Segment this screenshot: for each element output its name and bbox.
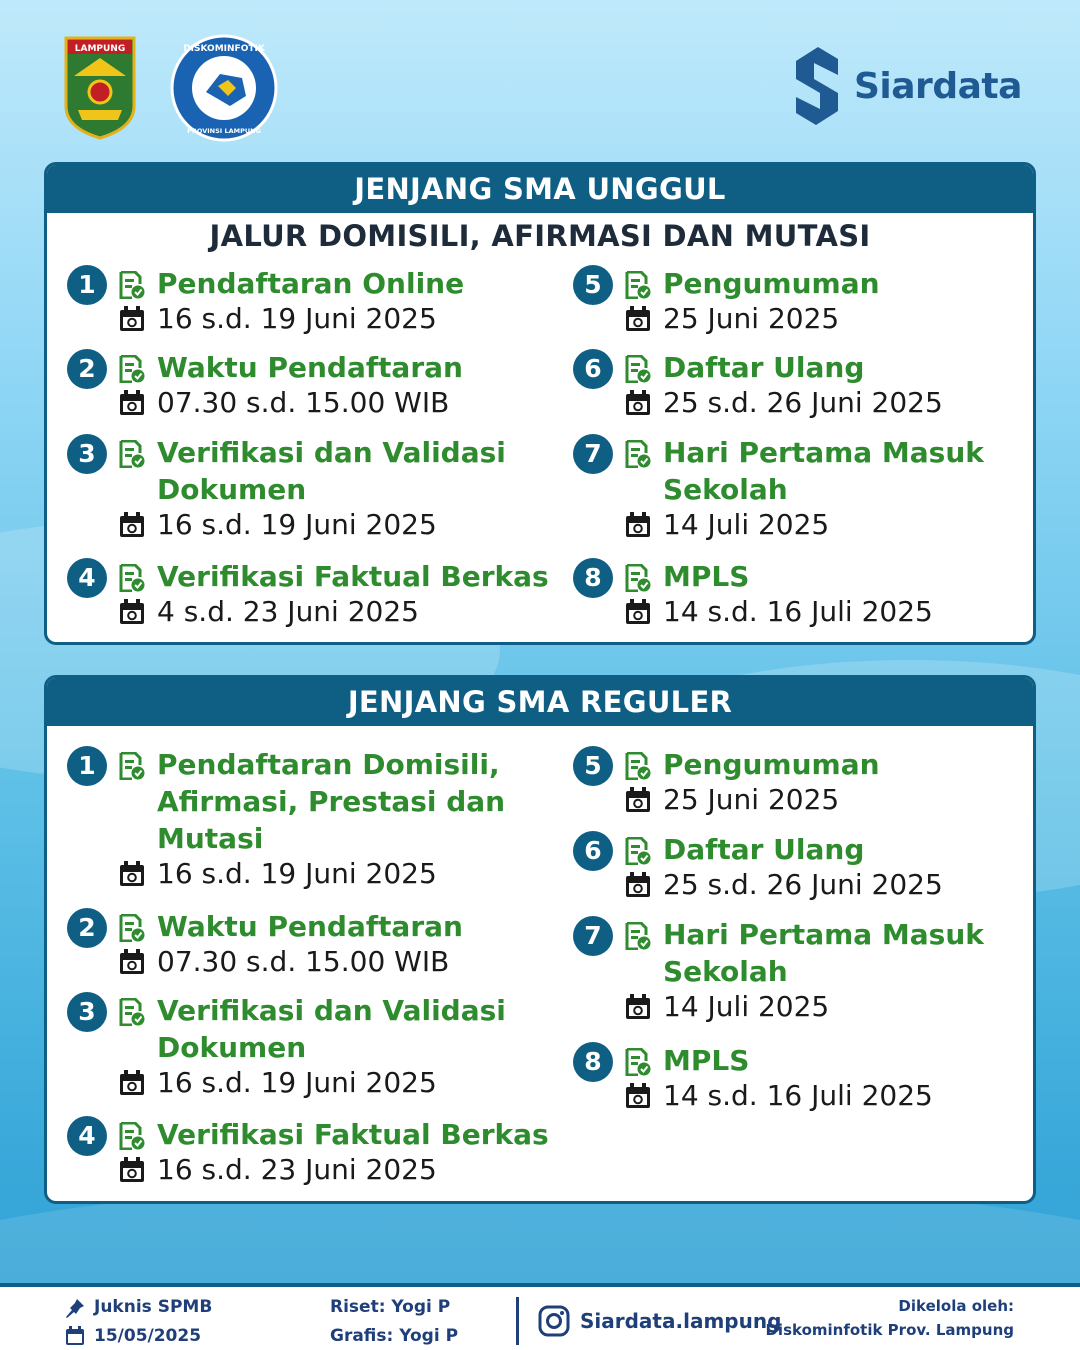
- logo-mid-top-text: DISKOMINFOTIK: [183, 44, 265, 54]
- step-number-badge: 2: [67, 349, 107, 389]
- step-title-line: MPLS: [663, 1044, 750, 1077]
- footer-bar: [0, 1283, 1080, 1350]
- step-date: 4 s.d. 23 Juni 2025: [157, 595, 419, 628]
- step-date: 14 Juli 2025: [663, 990, 830, 1023]
- calendar-icon: [625, 1083, 651, 1109]
- step-title-line: Verifikasi Faktual Berkas: [157, 1118, 549, 1151]
- step-title: [663, 265, 880, 302]
- step-date: 25 Juni 2025: [663, 302, 840, 335]
- card-title: JENJANG SMA REGULER: [47, 678, 1033, 726]
- step-title-line: Hari Pertama Masuk: [663, 918, 984, 951]
- step-title: [157, 558, 549, 595]
- step-date: 25 s.d. 26 Juni 2025: [663, 386, 943, 419]
- step-date: 07.30 s.d. 15.00 WIB: [157, 386, 450, 419]
- step-title: [157, 908, 463, 945]
- document-check-icon: [119, 564, 145, 592]
- step-number-badge: 4: [67, 1116, 107, 1156]
- step-title: [157, 992, 506, 1066]
- pin-icon: [64, 1297, 86, 1319]
- step-title: [157, 434, 506, 508]
- step-title: [663, 746, 880, 783]
- step-title-line: Mutasi: [157, 822, 264, 855]
- step-title-line: Pendaftaran Online: [157, 267, 465, 300]
- calendar-icon: [119, 512, 145, 538]
- step-number-badge: 4: [67, 558, 107, 598]
- step-title-line: Verifikasi dan Validasi: [157, 436, 506, 469]
- managed-by: Diskominfotik Prov. Lampung: [765, 1321, 1014, 1339]
- footer-date: 15/05/2025: [94, 1326, 202, 1346]
- calendar-icon: [119, 390, 145, 416]
- instagram-handle[interactable]: Siardata.lampung: [580, 1309, 782, 1333]
- card-title: JENJANG SMA UNGGUL: [47, 165, 1033, 213]
- document-check-icon: [625, 752, 651, 780]
- managed-label: Dikelola oleh:: [898, 1297, 1014, 1315]
- step-date: 14 s.d. 16 Juli 2025: [663, 1079, 933, 1112]
- step-number-badge: 1: [67, 746, 107, 786]
- calendar-icon: [625, 994, 651, 1020]
- document-check-icon: [119, 355, 145, 383]
- document-check-icon: [625, 271, 651, 299]
- step-title: [663, 434, 984, 508]
- instagram-icon: [538, 1305, 570, 1337]
- step-date: 16 s.d. 23 Juni 2025: [157, 1153, 437, 1186]
- document-check-icon: [625, 837, 651, 865]
- step-date: 16 s.d. 19 Juni 2025: [157, 1066, 437, 1099]
- step-title: [157, 1116, 549, 1153]
- schedule-list: [47, 726, 1033, 1202]
- step-title-line: Pengumuman: [663, 748, 880, 781]
- lampung-province-logo: [64, 36, 136, 140]
- calendar-icon: [119, 861, 145, 887]
- step-title: [157, 349, 463, 386]
- step-number-badge: 8: [573, 558, 613, 598]
- step-title: [157, 265, 464, 302]
- step-title: [663, 916, 984, 990]
- document-check-icon: [625, 922, 651, 950]
- calendar-icon: [625, 512, 651, 538]
- card-subtitle: JALUR DOMISILI, AFIRMASI DAN MUTASI: [209, 219, 871, 253]
- siardata-brand: [792, 44, 1022, 128]
- calendar-icon: [119, 599, 145, 625]
- step-date: 25 Juni 2025: [663, 783, 840, 816]
- step-date: 14 s.d. 16 Juli 2025: [663, 595, 933, 628]
- step-number-badge: 7: [573, 916, 613, 956]
- step-title: [663, 349, 864, 386]
- calendar-icon: [625, 390, 651, 416]
- step-title: [663, 558, 749, 595]
- document-check-icon: [119, 998, 145, 1026]
- step-title-line: Daftar Ulang: [663, 351, 865, 384]
- step-date: 16 s.d. 19 Juni 2025: [157, 857, 437, 890]
- document-check-icon: [625, 440, 651, 468]
- document-check-icon: [119, 1122, 145, 1150]
- step-date: 25 s.d. 26 Juni 2025: [663, 868, 943, 901]
- step-number-badge: 6: [573, 831, 613, 871]
- document-check-icon: [625, 1048, 651, 1076]
- step-title-line: Verifikasi Faktual Berkas: [157, 560, 549, 593]
- step-number-badge: 2: [67, 908, 107, 948]
- step-title-line: Pengumuman: [663, 267, 880, 300]
- step-title-line: Waktu Pendaftaran: [157, 910, 463, 943]
- step-date: 16 s.d. 19 Juni 2025: [157, 508, 437, 541]
- step-title-line: Hari Pertama Masuk: [663, 436, 984, 469]
- calendar-icon: [119, 306, 145, 332]
- step-title-line: MPLS: [663, 560, 750, 593]
- card-sma-reguler: [44, 675, 1036, 1204]
- diskominfotik-logo: [170, 34, 278, 142]
- step-title-line: Dokumen: [157, 473, 307, 506]
- step-title-line: Sekolah: [663, 473, 788, 506]
- step-title: [157, 746, 505, 857]
- footer-source: Juknis SPMB: [94, 1297, 213, 1317]
- calendar-icon: [119, 949, 145, 975]
- calendar-icon: [625, 599, 651, 625]
- logo-mid-bottom-text: PROVINSI LAMPUNG: [187, 127, 261, 135]
- step-title-line: Sekolah: [663, 955, 788, 988]
- calendar-icon: [625, 306, 651, 332]
- step-date: 16 s.d. 19 Juni 2025: [157, 302, 437, 335]
- document-check-icon: [119, 271, 145, 299]
- calendar-icon: [64, 1325, 86, 1347]
- step-date: 07.30 s.d. 15.00 WIB: [157, 945, 450, 978]
- calendar-icon: [119, 1157, 145, 1183]
- logo-left-text: LAMPUNG: [74, 44, 126, 54]
- siardata-logo-icon: [792, 45, 842, 127]
- step-number-badge: 6: [573, 349, 613, 389]
- calendar-icon: [119, 1070, 145, 1096]
- calendar-icon: [625, 872, 651, 898]
- step-number-badge: 1: [67, 265, 107, 305]
- step-number-badge: 5: [573, 746, 613, 786]
- step-title: [663, 1042, 749, 1079]
- step-title-line: Dokumen: [157, 1031, 307, 1064]
- step-title-line: Waktu Pendaftaran: [157, 351, 463, 384]
- step-title-line: Afirmasi, Prestasi dan: [157, 785, 506, 818]
- step-number-badge: 5: [573, 265, 613, 305]
- step-number-badge: 8: [573, 1042, 613, 1082]
- document-check-icon: [119, 914, 145, 942]
- step-date: 14 Juli 2025: [663, 508, 830, 541]
- document-check-icon: [119, 440, 145, 468]
- step-number-badge: 3: [67, 434, 107, 474]
- calendar-icon: [625, 787, 651, 813]
- step-number-badge: 7: [573, 434, 613, 474]
- step-title-line: Verifikasi dan Validasi: [157, 994, 506, 1027]
- footer-grafis: Grafis: Yogi P: [330, 1326, 459, 1346]
- brand-name: Siardata: [854, 65, 1022, 107]
- step-title: [663, 831, 864, 868]
- card-sma-unggul: [44, 162, 1036, 645]
- document-check-icon: [625, 355, 651, 383]
- step-title-line: Pendaftaran Domisili,: [157, 748, 500, 781]
- document-check-icon: [119, 752, 145, 780]
- step-title-line: Daftar Ulang: [663, 833, 865, 866]
- step-number-badge: 3: [67, 992, 107, 1032]
- footer-riset: Riset: Yogi P: [330, 1297, 451, 1317]
- schedule-list: [47, 253, 1033, 643]
- document-check-icon: [625, 564, 651, 592]
- footer-divider: [516, 1297, 519, 1345]
